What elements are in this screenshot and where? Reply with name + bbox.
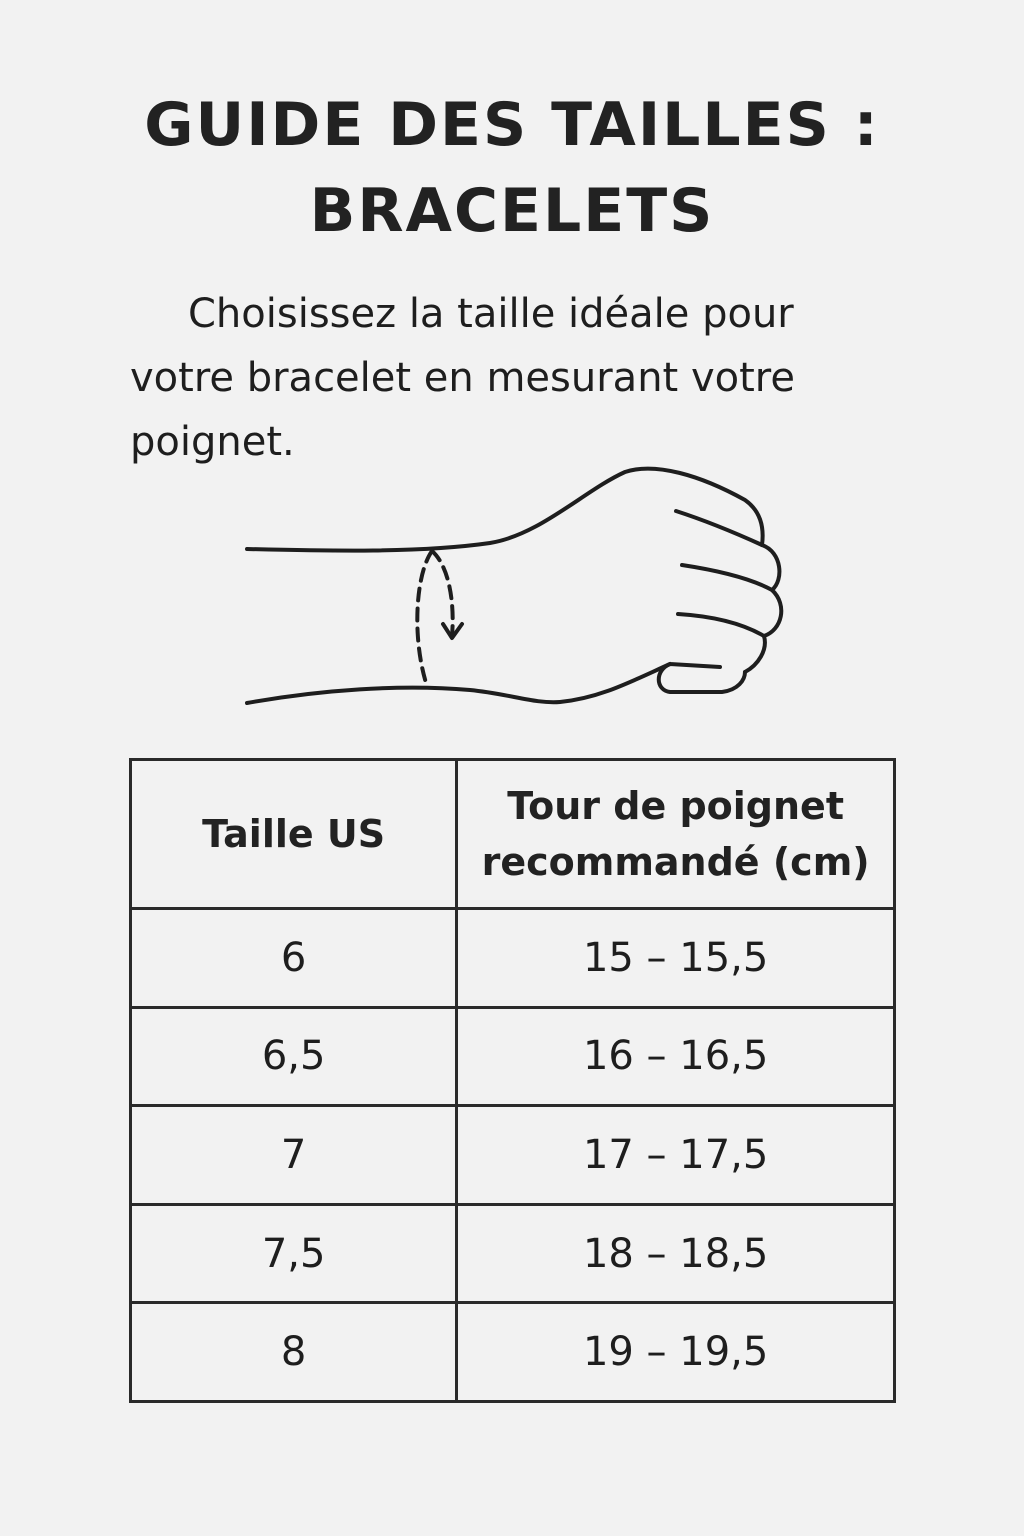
- table-row: [131, 1007, 895, 1106]
- table-row: [131, 1303, 895, 1402]
- wrist-cell: 16 – 16,5: [457, 1007, 895, 1106]
- page-title: [0, 82, 1024, 254]
- wrist-cell: 18 – 18,5: [457, 1204, 895, 1303]
- header-size: Taille US: [131, 760, 457, 909]
- table-row: [131, 1106, 895, 1205]
- wrist-measurement-icon: [230, 455, 800, 720]
- size-cell: 6: [131, 909, 457, 1008]
- header-wrist-circumference: Tour de poignet recommandé (cm): [457, 760, 895, 909]
- table-row: [131, 909, 895, 1008]
- wrist-cell: 15 – 15,5: [457, 909, 895, 1008]
- table-row: [131, 1204, 895, 1303]
- wrist-cell: 17 – 17,5: [457, 1106, 895, 1205]
- size-cell: 7: [131, 1106, 457, 1205]
- size-cell: 6,5: [131, 1007, 457, 1106]
- size-chart-table: [129, 758, 896, 1403]
- title-line-2: BRACELETS: [309, 176, 715, 246]
- table-header-row: [131, 760, 895, 909]
- size-cell: 7,5: [131, 1204, 457, 1303]
- size-cell: 8: [131, 1303, 457, 1402]
- intro-text: Choisissez la taille idéale pour votre bracelet en mesurant votre poignet.: [130, 291, 795, 465]
- title-line-1: GUIDE DES TAILLES :: [144, 90, 880, 160]
- wrist-cell: 19 – 19,5: [457, 1303, 895, 1402]
